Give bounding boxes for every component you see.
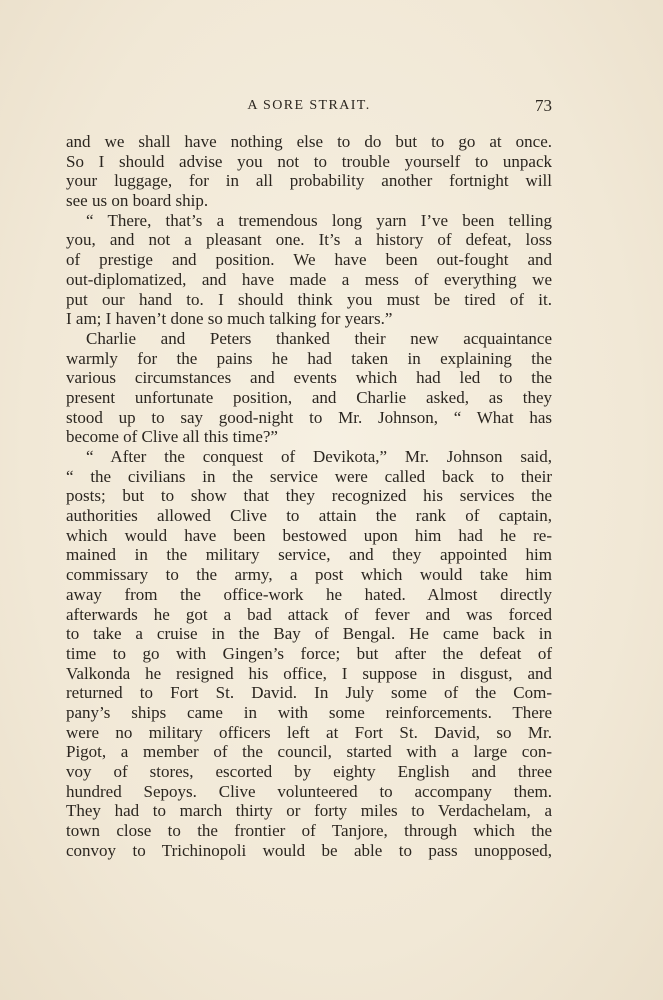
text-line: convoy to Trichinopoli would be able to pass unopposed, [66, 840, 552, 860]
text-line: “ There, that’s a tremendous long yarn I’ve been telling [86, 210, 552, 230]
text-line: I am; I haven’t done so much talking for years.” [66, 309, 393, 329]
text-line: voy of stores, escorted by eighty English and three [66, 762, 552, 781]
text-line: put our hand to. I should think you must be tired of it. [66, 289, 552, 309]
page-number: 73 [535, 96, 552, 115]
text-line: posts; but to show that they recognized his services the [66, 486, 552, 506]
text-line: pany’s ships came in with some reinforcements. There [66, 702, 552, 722]
text-line: authorities allowed Clive to attain the rank of captain, [66, 506, 552, 526]
running-head [66, 96, 552, 120]
text-line: out-diplomatized, and have made a mess of everything we [66, 269, 552, 289]
text-line: mained in the military service, and they appointed him [66, 545, 552, 565]
text-line: were no military officers left at Fort St. David, so Mr. [66, 722, 552, 742]
text-line: see us on board ship. [66, 191, 209, 211]
running-title: A SORE STRAIT. [247, 98, 371, 113]
text-line: hundred Sepoys. Clive volunteered to accompany them. [66, 781, 552, 801]
text-line: town close to the frontier of Tanjore, through which the [66, 821, 552, 841]
text-line: become of Clive all this time?” [66, 427, 278, 447]
text-line: afterwards he got a bad attack of fever and was forced [66, 604, 552, 624]
text-line: away from the office-work he hated. Almost directly [66, 584, 552, 604]
text-line: time to go with Gingen’s force; but after the defeat of [66, 643, 552, 663]
text-line: and we shall have nothing else to do but to go at once. [66, 132, 552, 151]
text-line: of prestige and position. We have been out-fought and [66, 250, 552, 270]
text-line: which would have been bestowed upon him had he re- [66, 525, 552, 545]
text-line: returned to Fort St. David. In July some of the Com- [66, 683, 552, 703]
text-line: Charlie and Peters thanked their new acquaintance [86, 328, 552, 348]
text-line: various circumstances and events which had led to the [66, 368, 552, 388]
text-line: present unfortunate position, and Charlie asked, as they [66, 387, 552, 407]
text-line: to take a cruise in the Bay of Bengal. He came back in [66, 624, 552, 644]
text-line: They had to march thirty or forty miles to Verdachelam, a [66, 801, 552, 821]
text-line: So I should advise you not to trouble yourself to unpack [66, 151, 552, 171]
text-line: warmly for the pains he had taken in explaining the [66, 348, 552, 368]
text-line: you, and not a pleasant one. It’s a history of defeat, loss [66, 230, 552, 250]
text-line: stood up to say good-night to Mr. Johnson, “ What has [66, 407, 552, 427]
text-line: commissary to the army, a post which would take him [66, 565, 552, 585]
text-line: Pigot, a member of the council, started with a large con- [66, 742, 552, 762]
text-line: your luggage, for in all probability another fortnight will [66, 171, 552, 191]
text-line: Valkonda he resigned his office, I suppose in disgust, and [66, 663, 552, 683]
text-line: “ After the conquest of Devikota,” Mr. Johnson said, [86, 447, 552, 466]
body-text [66, 132, 552, 860]
text-line: “ the civilians in the service were called back to their [66, 466, 552, 486]
